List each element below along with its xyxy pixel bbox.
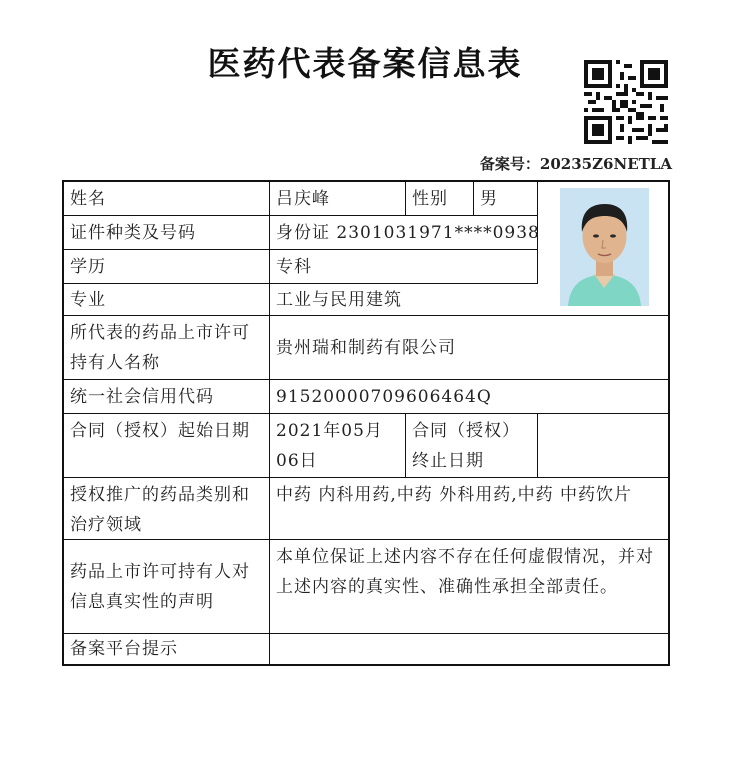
id-label: 证件种类及号码 <box>64 216 270 250</box>
education-label: 学历 <box>64 250 270 284</box>
drug-category-value: 中药 内科用药,中药 外科用药,中药 中药饮片 <box>270 478 668 540</box>
name-label: 姓名 <box>64 182 270 216</box>
education-value: 专科 <box>270 250 538 284</box>
contract-end-value <box>538 414 668 478</box>
holder-value: 贵州瑞和制药有限公司 <box>270 316 668 380</box>
platform-notice-value <box>270 634 668 664</box>
contract-start-label: 合同（授权）起始日期 <box>64 414 270 478</box>
page-title: 医药代表备案信息表 <box>207 44 523 83</box>
major-value: 工业与民用建筑 <box>270 284 668 316</box>
holder-label: 所代表的药品上市许可持有人名称 <box>64 316 270 380</box>
record-number: 备案号：20235Z6NETLA <box>479 155 672 173</box>
drug-category-label: 授权推广的药品类别和治疗领域 <box>64 478 270 540</box>
id-value: 身份证 2301031971****0938 <box>270 216 538 250</box>
name-value: 吕庆峰 <box>270 182 406 216</box>
contract-end-label: 合同（授权）终止日期 <box>406 414 538 478</box>
gender-label: 性别 <box>406 182 474 216</box>
major-label: 专业 <box>64 284 270 316</box>
credit-code-value: 91520000709606464Q <box>270 380 668 414</box>
qr-code-icon <box>584 60 668 144</box>
contract-start-value: 2021年05月06日 <box>270 414 406 478</box>
info-table <box>62 180 670 666</box>
statement-value: 本单位保证上述内容不存在任何虚假情况，并对上述内容的真实性、准确性承担全部责任。 <box>270 540 668 634</box>
statement-label: 药品上市许可持有人对信息真实性的声明 <box>64 540 270 634</box>
platform-notice-label: 备案平台提示 <box>64 634 270 664</box>
gender-value: 男 <box>474 182 538 216</box>
credit-code-label: 统一社会信用代码 <box>64 380 270 414</box>
